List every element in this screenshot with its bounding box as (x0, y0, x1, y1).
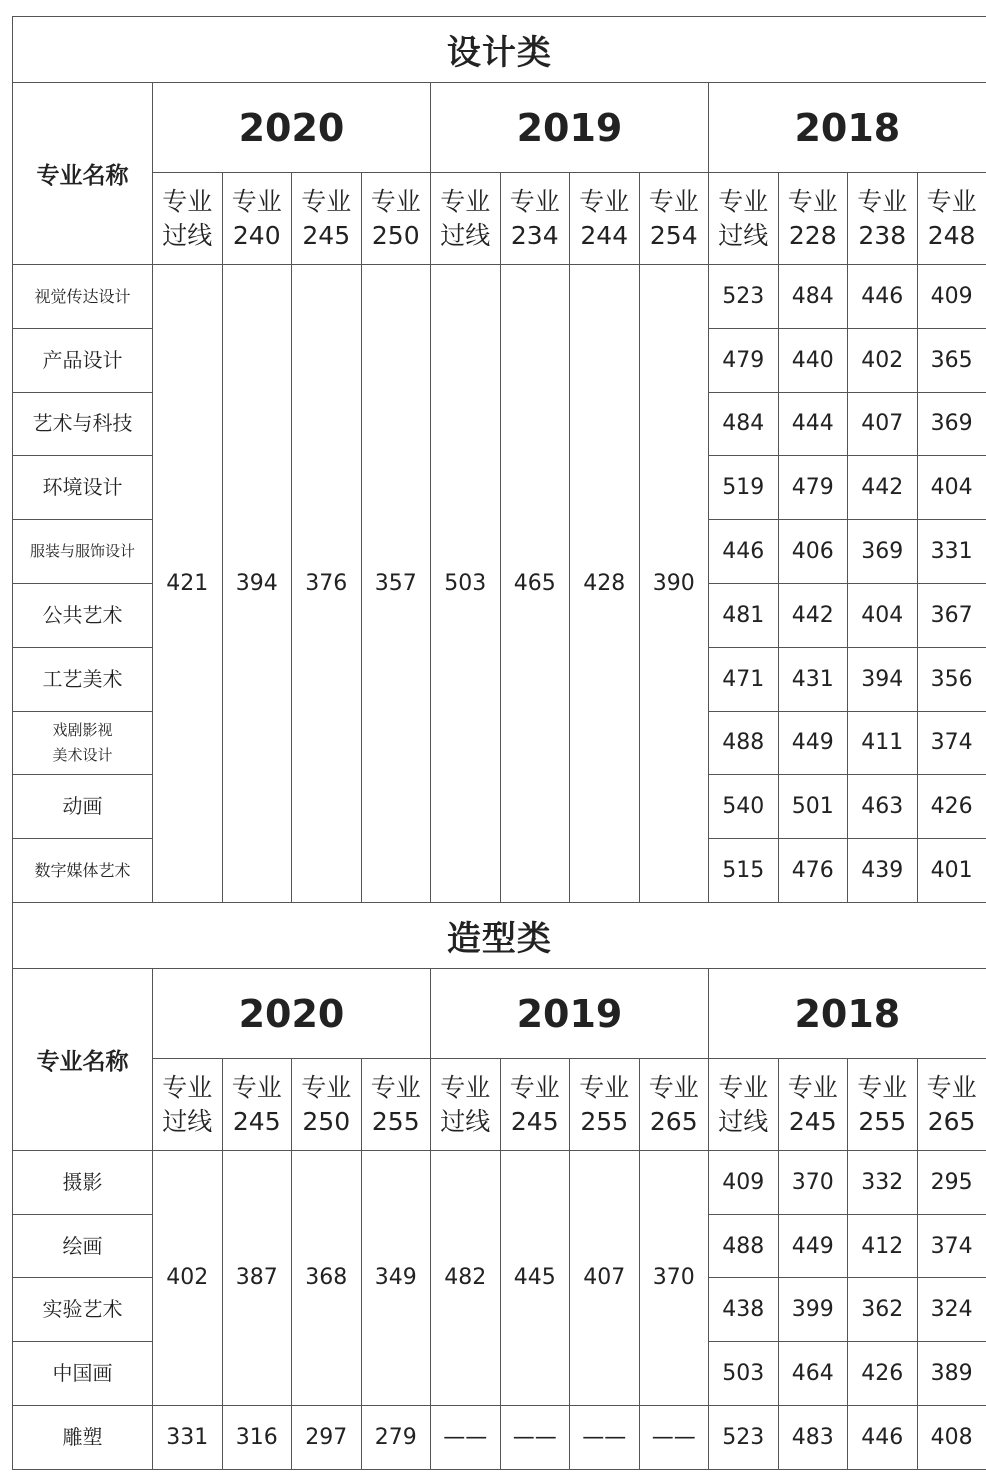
score-2018: 444 (778, 392, 848, 456)
year-header-2020: 2020 (153, 969, 431, 1059)
score-2018: 479 (709, 328, 779, 392)
major-name: 公共艺术 (13, 583, 153, 647)
column-header: 专业 255 (570, 1059, 640, 1151)
column-header: 专业 254 (639, 173, 709, 265)
major-name: 艺术与科技 (13, 392, 153, 456)
major-name: 工艺美术 (13, 647, 153, 711)
score-2018: 369 (848, 520, 918, 584)
major-name: 实验艺术 (13, 1278, 153, 1342)
score-2018: 464 (778, 1342, 848, 1406)
score-2018: 442 (778, 583, 848, 647)
score-2018: 519 (709, 456, 779, 520)
score-2018: 331 (917, 520, 986, 584)
score-2018: 399 (778, 1278, 848, 1342)
score-2018: 409 (709, 1151, 779, 1215)
design-table (12, 16, 986, 903)
score-2018: 515 (709, 839, 779, 903)
merged-score-2019: 482 (431, 1151, 501, 1406)
merged-score-2019: 465 (500, 265, 570, 903)
score-2019: —— (570, 1405, 640, 1469)
column-header: 专业 265 (639, 1059, 709, 1151)
score-2018: 438 (709, 1278, 779, 1342)
column-header: 专业 过线 (153, 1059, 223, 1151)
merged-score-2019: 428 (570, 265, 640, 903)
score-2020: 331 (153, 1405, 223, 1469)
year-header-2019: 2019 (431, 969, 709, 1059)
merged-score-2020: 368 (292, 1151, 362, 1406)
section-title: 造型类 (13, 903, 986, 969)
score-2018: 471 (709, 647, 779, 711)
major-name: 产品设计 (13, 328, 153, 392)
score-2018: 404 (848, 583, 918, 647)
score-2018: 483 (778, 1405, 848, 1469)
score-2020: 297 (292, 1405, 362, 1469)
column-header: 专业 过线 (431, 173, 501, 265)
score-2018: 362 (848, 1278, 918, 1342)
score-2018: 481 (709, 583, 779, 647)
score-2018: 324 (917, 1278, 986, 1342)
merged-score-2020: 376 (292, 265, 362, 903)
column-header: 专业 244 (570, 173, 640, 265)
score-2018: 446 (709, 520, 779, 584)
merged-score-2020: 349 (361, 1151, 431, 1406)
score-2018: 370 (778, 1151, 848, 1215)
score-2019: —— (500, 1405, 570, 1469)
score-2018: 356 (917, 647, 986, 711)
score-2018: 401 (917, 839, 986, 903)
column-header: 专业 265 (917, 1059, 986, 1151)
major-name: 绘画 (13, 1214, 153, 1278)
name-header: 专业名称 (13, 83, 153, 265)
score-2020: 316 (222, 1405, 292, 1469)
score-2018: 332 (848, 1151, 918, 1215)
score-2018: 463 (848, 775, 918, 839)
column-header: 专业 234 (500, 173, 570, 265)
column-header: 专业 245 (500, 1059, 570, 1151)
column-header: 专业 245 (292, 173, 362, 265)
column-header: 专业 过线 (153, 173, 223, 265)
column-header: 专业 过线 (709, 173, 779, 265)
score-2018: 402 (848, 328, 918, 392)
column-header: 专业 245 (778, 1059, 848, 1151)
score-2018: 409 (917, 265, 986, 329)
score-2018: 365 (917, 328, 986, 392)
year-header-2019: 2019 (431, 83, 709, 173)
column-header: 专业 250 (361, 173, 431, 265)
score-2018: 442 (848, 456, 918, 520)
merged-score-2020: 357 (361, 265, 431, 903)
score-2020: 279 (361, 1405, 431, 1469)
column-header: 专业 过线 (431, 1059, 501, 1151)
table-row (13, 1405, 986, 1469)
merged-score-2019: 370 (639, 1151, 709, 1406)
score-2018: 446 (848, 265, 918, 329)
score-2018: 479 (778, 456, 848, 520)
score-2018: 431 (778, 647, 848, 711)
merged-score-2020: 394 (222, 265, 292, 903)
year-header-2018: 2018 (709, 83, 986, 173)
major-name: 环境设计 (13, 456, 153, 520)
score-2018: 367 (917, 583, 986, 647)
column-header: 专业 238 (848, 173, 918, 265)
score-2018: 412 (848, 1214, 918, 1278)
major-name: 雕塑 (13, 1405, 153, 1469)
major-name: 中国画 (13, 1342, 153, 1406)
year-header-2018: 2018 (709, 969, 986, 1059)
column-header: 专业 255 (361, 1059, 431, 1151)
merged-score-2020: 402 (153, 1151, 223, 1406)
score-2018: 501 (778, 775, 848, 839)
score-2018: 540 (709, 775, 779, 839)
column-header: 专业 248 (917, 173, 986, 265)
section-title: 设计类 (13, 17, 986, 83)
merged-score-2019: 390 (639, 265, 709, 903)
score-2018: 449 (778, 1214, 848, 1278)
year-header-2020: 2020 (153, 83, 431, 173)
score-2018: 440 (778, 328, 848, 392)
score-2018: 446 (848, 1405, 918, 1469)
major-name: 服装与服饰设计 (13, 520, 153, 584)
score-2019: —— (639, 1405, 709, 1469)
column-header: 专业 245 (222, 1059, 292, 1151)
major-name: 摄影 (13, 1151, 153, 1215)
major-name: 戏剧影视 美术设计 (13, 711, 153, 775)
score-2018: 484 (778, 265, 848, 329)
score-2018: 374 (917, 1214, 986, 1278)
merged-score-2020: 421 (153, 265, 223, 903)
modeling-table (12, 902, 986, 1470)
table-row (13, 265, 986, 329)
merged-score-2019: 445 (500, 1151, 570, 1406)
score-2018: 439 (848, 839, 918, 903)
column-header: 专业 228 (778, 173, 848, 265)
merged-score-2019: 407 (570, 1151, 640, 1406)
major-name: 数字媒体艺术 (13, 839, 153, 903)
score-2018: 374 (917, 711, 986, 775)
score-2018: 488 (709, 711, 779, 775)
score-2018: 426 (848, 1342, 918, 1406)
name-header: 专业名称 (13, 969, 153, 1151)
score-2018: 426 (917, 775, 986, 839)
merged-score-2019: 503 (431, 265, 501, 903)
score-2018: 394 (848, 647, 918, 711)
score-2018: 523 (709, 1405, 779, 1469)
score-2018: 476 (778, 839, 848, 903)
score-2018: 484 (709, 392, 779, 456)
merged-score-2020: 387 (222, 1151, 292, 1406)
score-2018: 389 (917, 1342, 986, 1406)
score-2018: 411 (848, 711, 918, 775)
score-2018: 503 (709, 1342, 779, 1406)
score-2018: 523 (709, 265, 779, 329)
column-header: 专业 240 (222, 173, 292, 265)
major-name: 视觉传达设计 (13, 265, 153, 329)
score-2018: 406 (778, 520, 848, 584)
score-2018: 449 (778, 711, 848, 775)
score-2018: 408 (917, 1405, 986, 1469)
score-2019: —— (431, 1405, 501, 1469)
column-header: 专业 255 (848, 1059, 918, 1151)
score-2018: 369 (917, 392, 986, 456)
column-header: 专业 250 (292, 1059, 362, 1151)
score-2018: 404 (917, 456, 986, 520)
score-2018: 488 (709, 1214, 779, 1278)
table-row (13, 1151, 986, 1215)
major-name: 动画 (13, 775, 153, 839)
score-2018: 295 (917, 1151, 986, 1215)
column-header: 专业 过线 (709, 1059, 779, 1151)
score-2018: 407 (848, 392, 918, 456)
